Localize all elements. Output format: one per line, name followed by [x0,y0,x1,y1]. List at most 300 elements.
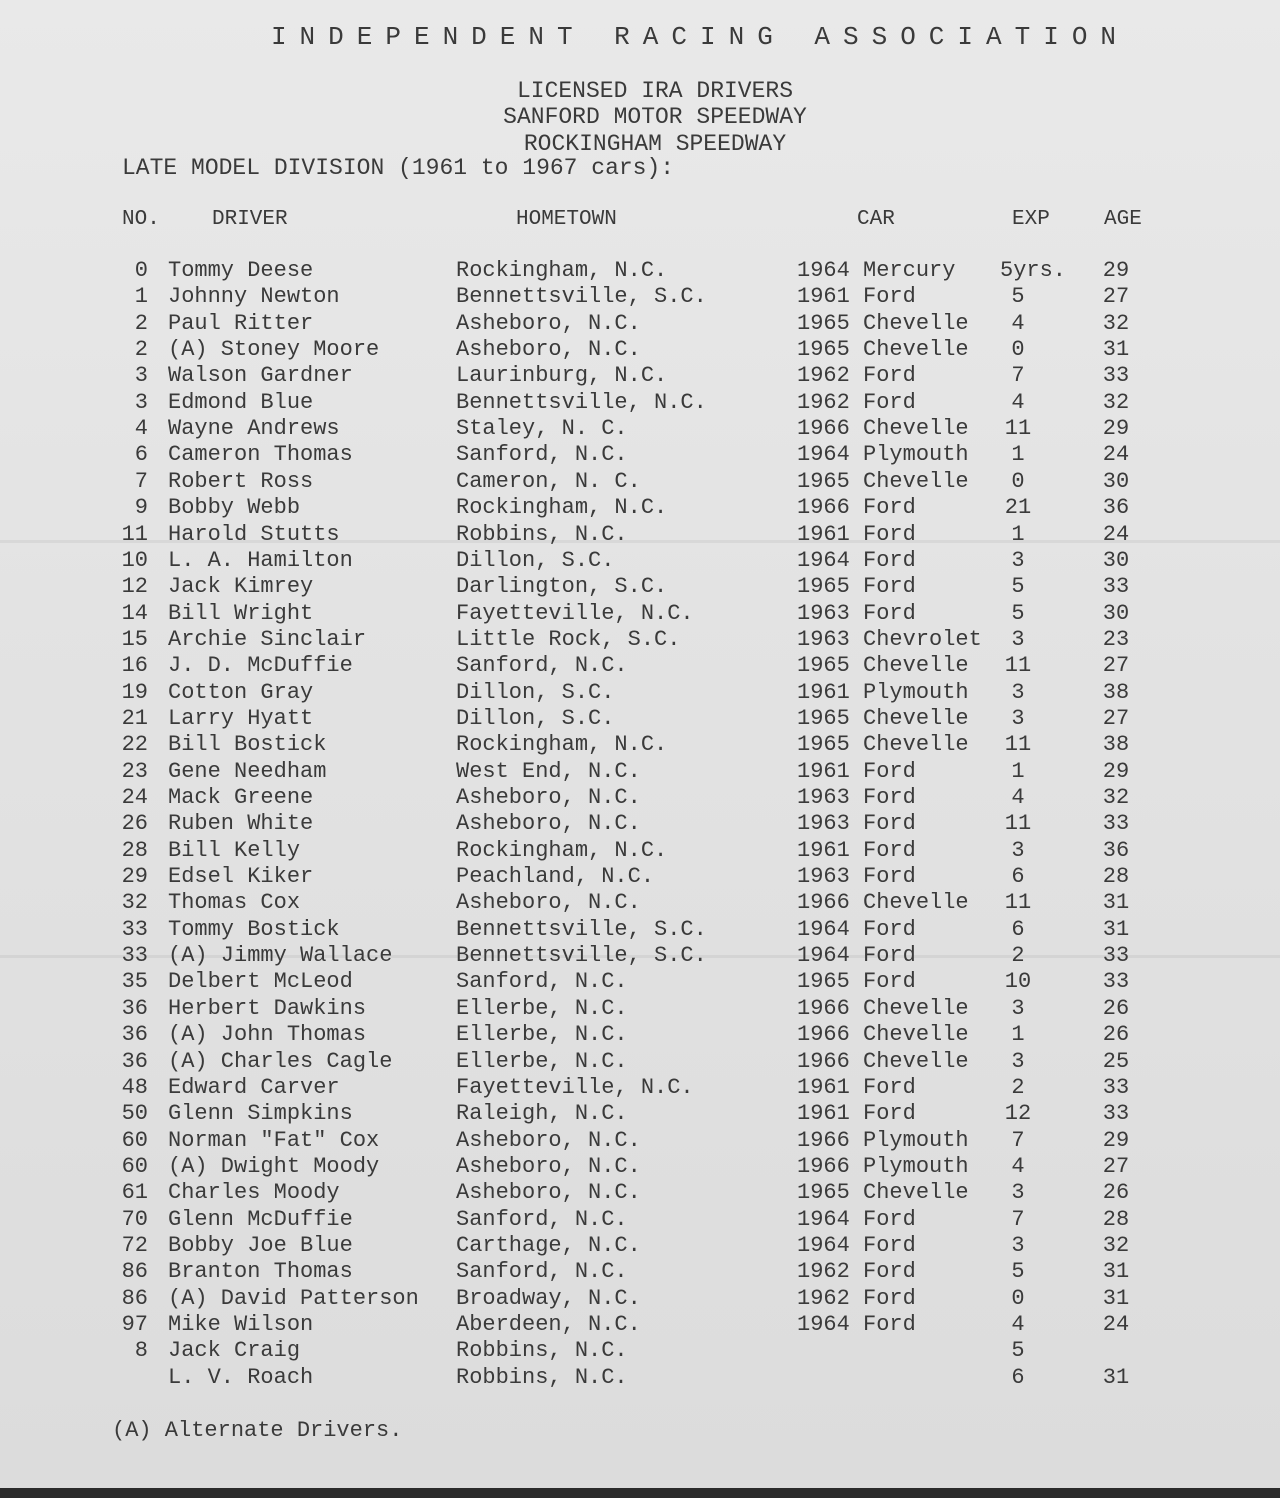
hometown: Carthage, N.C. [456,1233,641,1258]
driver-name: Johnny Newton [168,284,340,309]
driver-name: Ruben White [168,811,314,836]
age: 28 [1102,1207,1130,1232]
table-row [0,1022,1280,1048]
car: 1963 Ford [797,785,916,810]
hometown: Sanford, N.C. [456,1259,628,1284]
driver-number: 50 [121,1101,148,1126]
subtitle-line-1: LICENSED IRA DRIVERS [516,78,794,104]
experience: 0 [1011,337,1025,362]
column-header-no: NO. [122,208,160,231]
hometown: Bennettsville, S.C. [456,917,707,942]
driver-number: 21 [121,706,148,731]
age: 30 [1102,469,1130,494]
age: 33 [1102,811,1130,836]
car: 1962 Ford [797,1259,916,1284]
table-row [0,890,1280,916]
age: 24 [1102,522,1130,547]
experience: 6 [1011,864,1025,889]
age: 26 [1102,1022,1130,1047]
hometown: Ellerbe, N.C. [456,1049,628,1074]
car: 1966 Chevelle [797,996,969,1021]
hometown: Asheboro, N.C. [456,890,641,915]
hometown: Ellerbe, N.C. [456,996,628,1021]
experience: 3 [1011,1233,1025,1258]
table-row [0,495,1280,521]
driver-number: 86 [121,1259,148,1284]
driver-name: Herbert Dawkins [168,996,367,1021]
table-row [0,522,1280,548]
hometown: Asheboro, N.C. [456,1180,641,1205]
car: 1961 Ford [797,759,916,784]
table-row [0,442,1280,468]
table-row [0,627,1280,653]
car: 1965 Chevelle [797,653,969,678]
experience: 3 [1011,838,1025,863]
car: 1961 Ford [797,522,916,547]
column-header-driver: DRIVER [212,208,288,231]
experience: 1 [1011,759,1025,784]
age: 26 [1102,996,1130,1021]
driver-number: 29 [121,864,148,889]
experience: 1 [1011,1022,1025,1047]
driver-number: 2 [134,311,148,336]
table-row [0,1154,1280,1180]
driver-number: 36 [121,996,148,1021]
age: 29 [1102,416,1130,441]
table-row [0,548,1280,574]
age: 24 [1102,442,1130,467]
experience: 4 [1011,1312,1025,1337]
driver-name: Edsel Kiker [168,864,314,889]
driver-name: Edmond Blue [168,390,314,415]
experience: 0 [1011,1286,1025,1311]
experience: 1 [1011,442,1025,467]
driver-number: 26 [121,811,148,836]
car: 1961 Plymouth [797,680,969,705]
driver-number: 19 [121,680,148,705]
subtitle-line-2: SANFORD MOTOR SPEEDWAY [503,104,807,130]
experience: 5 [1011,1259,1025,1284]
age: 31 [1102,1365,1130,1390]
age: 36 [1102,838,1130,863]
experience: 7 [1011,1207,1025,1232]
table-row [0,416,1280,442]
table-row [0,1338,1280,1364]
car: 1961 Ford [797,1101,916,1126]
age: 33 [1102,574,1130,599]
driver-name: Charles Moody [168,1180,340,1205]
age: 27 [1102,1154,1130,1179]
table-row [0,390,1280,416]
experience: 6 [1011,1365,1025,1390]
hometown: Robbins, N.C. [456,1338,628,1363]
car: 1964 Mercury [797,258,956,283]
age: 29 [1102,759,1130,784]
age: 31 [1102,1259,1130,1284]
table-row [0,311,1280,337]
subtitle-line-3: ROCKINGHAM SPEEDWAY [523,131,787,157]
table-row [0,732,1280,758]
table-row [0,1075,1280,1101]
experience: 5 [1011,284,1025,309]
column-header-car: CAR [857,208,895,231]
car: 1964 Ford [797,1312,916,1337]
table-row [0,1312,1280,1338]
age: 33 [1102,1101,1130,1126]
hometown: Asheboro, N.C. [456,337,641,362]
table-row [0,917,1280,943]
driver-number: 7 [134,469,148,494]
hometown: Rockingham, N.C. [456,838,668,863]
car: 1963 Chevrolet [797,627,982,652]
driver-number: 60 [121,1154,148,1179]
hometown: Broadway, N.C. [456,1286,641,1311]
car: 1964 Ford [797,548,916,573]
driver-number: 86 [121,1286,148,1311]
car: 1965 Chevelle [797,311,969,336]
car: 1963 Ford [797,864,916,889]
table-row [0,864,1280,890]
document-title: INDEPENDENT RACING ASSOCIATION [270,22,1130,52]
driver-name: Harold Stutts [168,522,340,547]
car: 1965 Chevelle [797,706,969,731]
hometown: Sanford, N.C. [456,442,628,467]
driver-name: L. V. Roach [168,1365,314,1390]
driver-number: 8 [134,1338,148,1363]
driver-name: Branton Thomas [168,1259,353,1284]
driver-number: 35 [121,969,148,994]
experience: 3 [1011,548,1025,573]
driver-name: Bobby Webb [168,495,301,520]
driver-number: 22 [121,732,148,757]
driver-name: J. D. McDuffie [168,653,353,678]
age: 27 [1102,284,1130,309]
driver-number: 10 [121,548,148,573]
table-row [0,1128,1280,1154]
age: 31 [1102,337,1130,362]
driver-name: Walson Gardner [168,363,353,388]
hometown: Rockingham, N.C. [456,495,668,520]
table-row [0,996,1280,1022]
driver-number: 28 [121,838,148,863]
hometown: Asheboro, N.C. [456,1128,641,1153]
driver-name: Bobby Joe Blue [168,1233,353,1258]
experience: 4 [1011,311,1025,336]
car: 1966 Plymouth [797,1128,969,1153]
hometown: Laurinburg, N.C. [456,363,668,388]
driver-number: 70 [121,1207,148,1232]
driver-name: Bill Kelly [168,838,301,863]
hometown: Fayetteville, N.C. [456,601,694,626]
driver-number: 2 [134,337,148,362]
hometown: Sanford, N.C. [456,1207,628,1232]
experience: 11 [1004,811,1032,836]
experience: 1 [1011,522,1025,547]
age: 29 [1102,258,1130,283]
driver-name: (A) Charles Cagle [168,1049,393,1074]
driver-name: (A) Jimmy Wallace [168,943,393,968]
experience: 7 [1011,363,1025,388]
experience: 3 [1011,1180,1025,1205]
car: 1963 Ford [797,601,916,626]
driver-number: 3 [134,390,148,415]
age: 32 [1102,311,1130,336]
car: 1963 Ford [797,811,916,836]
age: 32 [1102,785,1130,810]
driver-name: Paul Ritter [168,311,314,336]
driver-name: Archie Sinclair [168,627,367,652]
hometown: Ellerbe, N.C. [456,1022,628,1047]
experience: 11 [1004,416,1032,441]
hometown: Dillon, S.C. [456,706,615,731]
hometown: Bennettsville, N.C. [456,390,707,415]
table-row [0,969,1280,995]
footnote: (A) Alternate Drivers. [112,1418,403,1443]
hometown: Rockingham, N.C. [456,258,668,283]
car: 1965 Chevelle [797,469,969,494]
driver-number: 14 [121,601,148,626]
age: 32 [1102,390,1130,415]
car: 1962 Ford [797,1286,916,1311]
table-row [0,601,1280,627]
car: 1961 Ford [797,1075,916,1100]
table-row [0,574,1280,600]
car: 1966 Chevelle [797,890,969,915]
age: 27 [1102,653,1130,678]
table-row [0,811,1280,837]
driver-number: 1 [134,284,148,309]
car: 1965 Ford [797,969,916,994]
driver-name: L. A. Hamilton [168,548,353,573]
driver-number: 15 [121,627,148,652]
experience: 4 [1011,1154,1025,1179]
hometown: Bennettsville, S.C. [456,943,707,968]
driver-name: Norman "Fat" Cox [168,1128,380,1153]
driver-number: 61 [121,1180,148,1205]
driver-name: Cameron Thomas [168,442,353,467]
hometown: Asheboro, N.C. [456,1154,641,1179]
driver-number: 60 [121,1128,148,1153]
hometown: West End, N.C. [456,759,641,784]
driver-number: 72 [121,1233,148,1258]
driver-name: Cotton Gray [168,680,314,705]
hometown: Fayetteville, N.C. [456,1075,694,1100]
table-row [0,680,1280,706]
age: 33 [1102,1075,1130,1100]
table-row [0,653,1280,679]
division-heading: LATE MODEL DIVISION (1961 to 1967 cars): [122,155,675,181]
experience: 3 [1011,680,1025,705]
age: 25 [1102,1049,1130,1074]
column-header-age: AGE [1104,208,1142,231]
driver-name: Wayne Andrews [168,416,340,441]
age: 31 [1102,890,1130,915]
driver-name: (A) Stoney Moore [168,337,380,362]
driver-number: 6 [134,442,148,467]
driver-name: Tommy Deese [168,258,314,283]
driver-number: 36 [121,1049,148,1074]
table-row [0,1207,1280,1233]
table-row [0,759,1280,785]
driver-name: Mack Greene [168,785,314,810]
experience: 2 [1011,943,1025,968]
car: 1966 Chevelle [797,1049,969,1074]
hometown: Dillon, S.C. [456,680,615,705]
hometown: Asheboro, N.C. [456,311,641,336]
table-row [0,838,1280,864]
experience: 0 [1011,469,1025,494]
table-row [0,706,1280,732]
column-header-hometown: HOMETOWN [516,208,617,231]
hometown: Raleigh, N.C. [456,1101,628,1126]
experience: 5 [1011,574,1025,599]
driver-name: Delbert McLeod [168,969,353,994]
driver-name: Glenn McDuffie [168,1207,353,1232]
driver-name: Mike Wilson [168,1312,314,1337]
car: 1961 Ford [797,838,916,863]
table-row [0,1286,1280,1312]
table-row [0,469,1280,495]
experience: 10 [1004,969,1032,994]
age: 23 [1102,627,1130,652]
experience: 4 [1011,785,1025,810]
age: 29 [1102,1128,1130,1153]
column-header-exp: EXP [1012,208,1050,231]
hometown: Cameron, N. C. [456,469,641,494]
car: 1966 Plymouth [797,1154,969,1179]
age: 27 [1102,706,1130,731]
experience: 11 [1004,732,1032,757]
experience: 3 [1011,627,1025,652]
experience: 11 [1004,653,1032,678]
driver-name: Robert Ross [168,469,314,494]
driver-name: Gene Needham [168,759,327,784]
hometown: Staley, N. C. [456,416,628,441]
driver-name: Bill Bostick [168,732,327,757]
car: 1962 Ford [797,363,916,388]
experience: 5yrs. [1000,258,1067,283]
car: 1966 Chevelle [797,1022,969,1047]
hometown: Asheboro, N.C. [456,811,641,836]
age: 30 [1102,601,1130,626]
table-row [0,258,1280,284]
experience: 11 [1004,890,1032,915]
driver-number: 32 [121,890,148,915]
hometown: Peachland, N.C. [456,864,655,889]
table-row [0,785,1280,811]
hometown: Dillon, S.C. [456,548,615,573]
age: 32 [1102,1233,1130,1258]
driver-number: 12 [121,574,148,599]
driver-name: (A) Dwight Moody [168,1154,380,1179]
experience: 3 [1011,996,1025,1021]
driver-number: 11 [121,522,148,547]
table-row [0,1180,1280,1206]
driver-name: Tommy Bostick [168,917,340,942]
driver-number: 4 [134,416,148,441]
table-row [0,1259,1280,1285]
age: 31 [1102,1286,1130,1311]
car: 1964 Ford [797,917,916,942]
driver-number: 97 [121,1312,148,1337]
driver-number: 33 [121,917,148,942]
table-row [0,943,1280,969]
hometown: Rockingham, N.C. [456,732,668,757]
experience: 6 [1011,917,1025,942]
age: 24 [1102,1312,1130,1337]
hometown: Darlington, S.C. [456,574,668,599]
driver-number: 16 [121,653,148,678]
driver-name: Jack Kimrey [168,574,314,599]
hometown: Sanford, N.C. [456,969,628,994]
hometown: Robbins, N.C. [456,522,628,547]
table-row [0,1101,1280,1127]
table-row [0,284,1280,310]
age: 33 [1102,969,1130,994]
driver-name: Glenn Simpkins [168,1101,353,1126]
table-row [0,337,1280,363]
driver-name: Edward Carver [168,1075,340,1100]
age: 33 [1102,363,1130,388]
driver-number: 3 [134,363,148,388]
driver-number: 24 [121,785,148,810]
car: 1966 Ford [797,495,916,520]
age: 36 [1102,495,1130,520]
experience: 2 [1011,1075,1025,1100]
age: 38 [1102,680,1130,705]
hometown: Aberdeen, N.C. [456,1312,641,1337]
driver-number: 9 [134,495,148,520]
car: 1964 Plymouth [797,442,969,467]
hometown: Little Rock, S.C. [456,627,681,652]
driver-name: Larry Hyatt [168,706,314,731]
car: 1964 Ford [797,943,916,968]
car: 1965 Chevelle [797,732,969,757]
driver-number: 33 [121,943,148,968]
car: 1965 Ford [797,574,916,599]
experience: 12 [1004,1101,1032,1126]
experience: 4 [1011,390,1025,415]
age: 26 [1102,1180,1130,1205]
scan-bottom-edge [0,1488,1280,1498]
car: 1965 Chevelle [797,337,969,362]
table-row [0,1049,1280,1075]
experience: 5 [1011,1338,1025,1363]
age: 31 [1102,917,1130,942]
car: 1964 Ford [797,1233,916,1258]
driver-name: Thomas Cox [168,890,301,915]
table-row [0,1233,1280,1259]
hometown: Asheboro, N.C. [456,785,641,810]
experience: 5 [1011,601,1025,626]
experience: 3 [1011,1049,1025,1074]
driver-name: Bill Wright [168,601,314,626]
age: 30 [1102,548,1130,573]
table-row [0,1365,1280,1391]
hometown: Robbins, N.C. [456,1365,628,1390]
experience: 7 [1011,1128,1025,1153]
car: 1966 Chevelle [797,416,969,441]
age: 38 [1102,732,1130,757]
driver-name: (A) John Thomas [168,1022,367,1047]
driver-name: (A) David Patterson [168,1286,419,1311]
driver-number: 23 [121,759,148,784]
car: 1961 Ford [797,284,916,309]
driver-number: 48 [121,1075,148,1100]
age: 33 [1102,943,1130,968]
driver-number: 0 [134,258,148,283]
experience: 21 [1004,495,1032,520]
